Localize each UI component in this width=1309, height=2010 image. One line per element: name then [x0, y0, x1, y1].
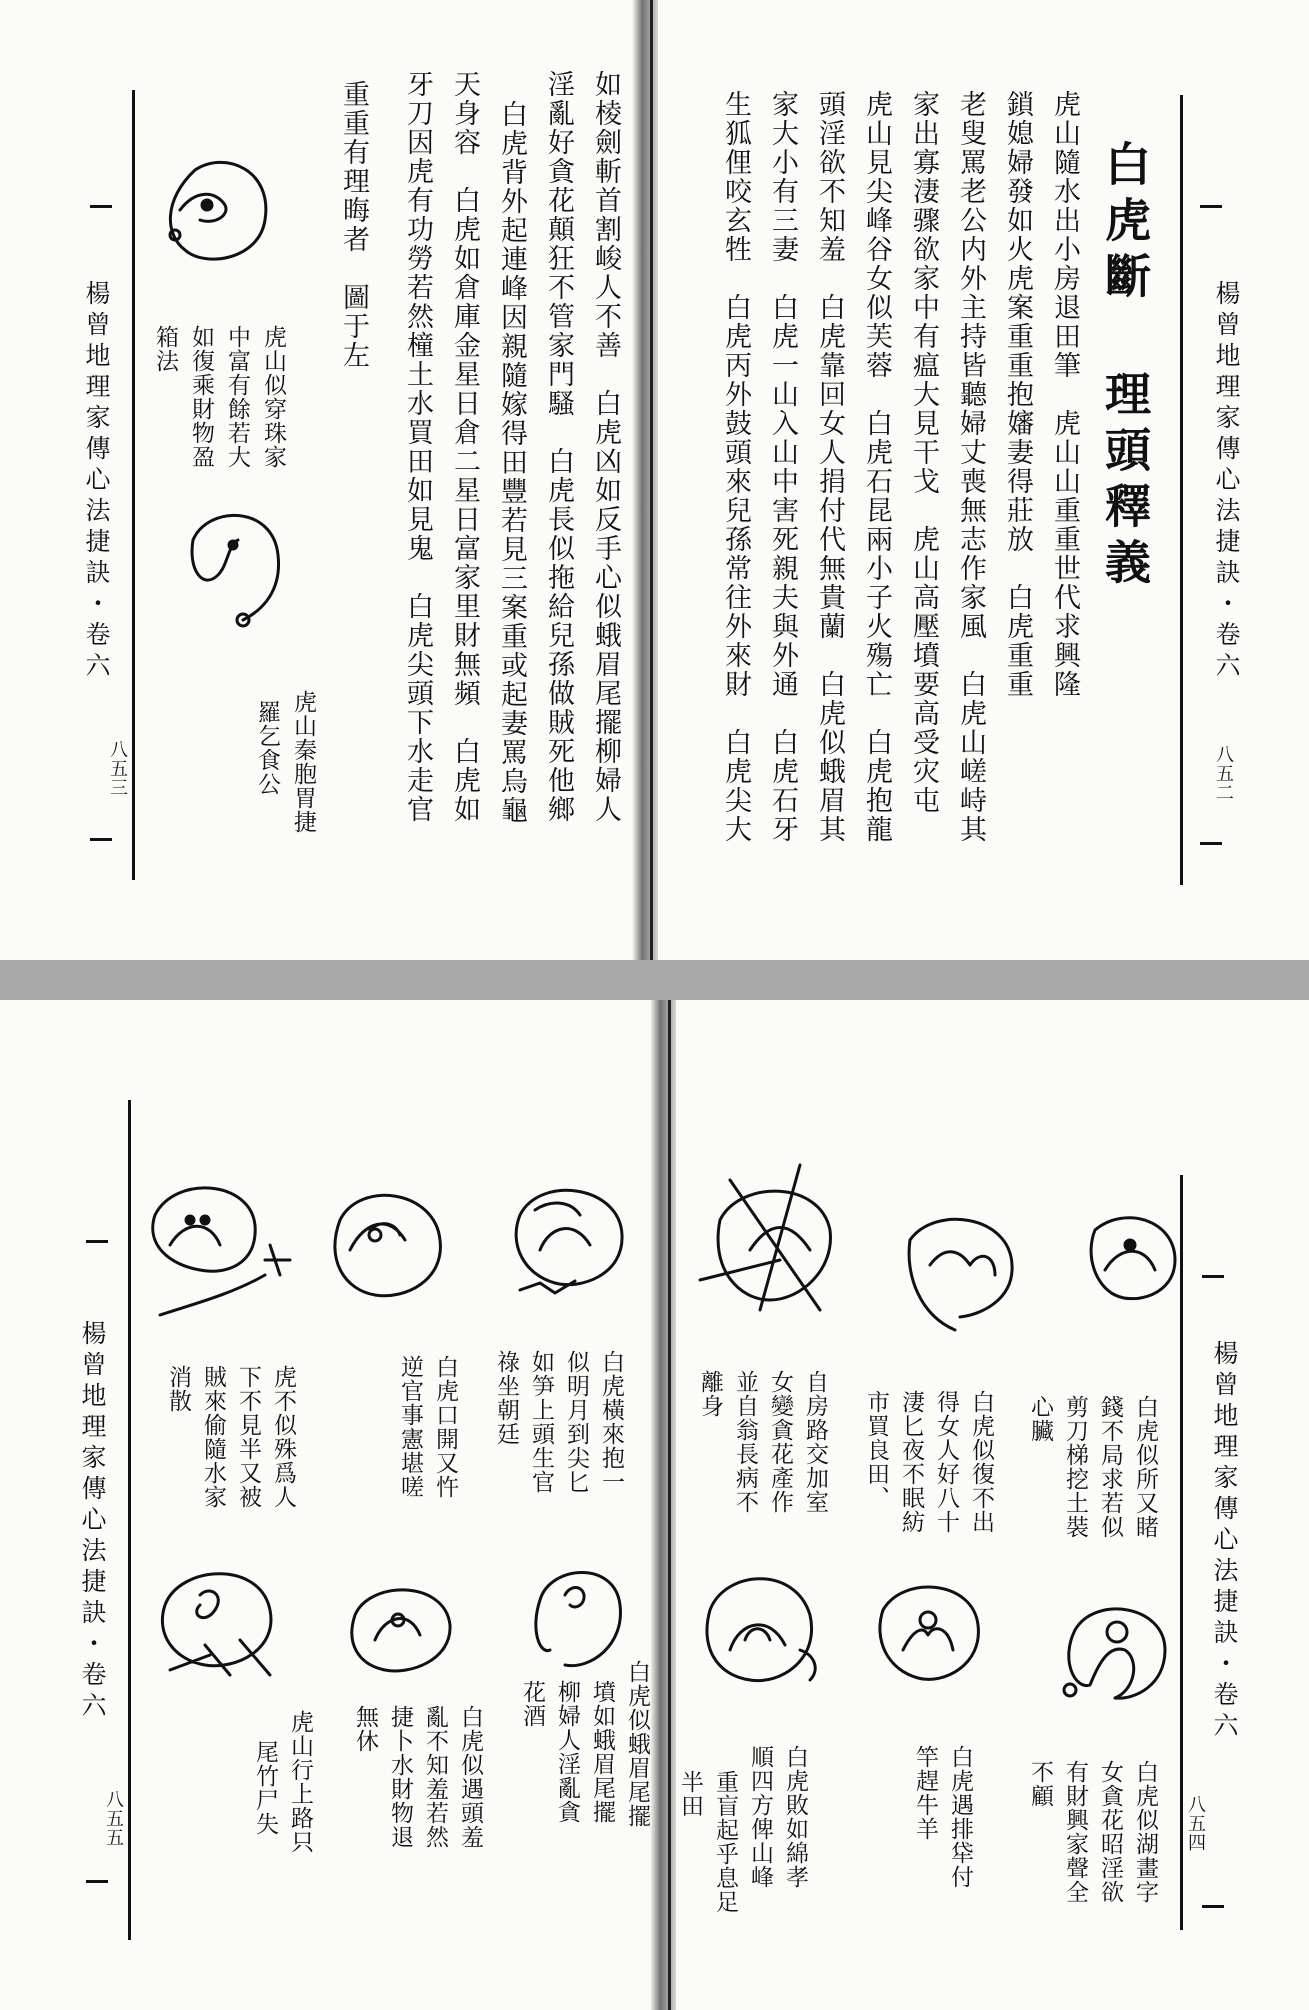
figure-caption: 竿趕牛羊: [912, 1745, 938, 1841]
figure-caption: 虎山秦胞胃捷: [290, 690, 316, 834]
figure-caption: 如復乘財物盈: [188, 325, 214, 469]
figure-caption: 如笋上頭生官: [528, 1350, 554, 1494]
figure-caption: 箱法: [152, 325, 178, 373]
white-tiger-mountain-sketch-icon: [690, 1560, 820, 1690]
gutter-shadow: [632, 0, 658, 960]
text-column: 虎山見尖峰谷女似芙蓉 白虎石昆兩小子火殤亡 白虎抱龍: [861, 90, 892, 844]
white-tiger-mountain-sketch-icon: [1055, 1590, 1175, 1710]
white-tiger-mountain-sketch-icon: [155, 150, 275, 270]
figure-caption: 剪刀梯挖土裝: [1062, 1395, 1088, 1539]
figure-caption: 白虎似復不出: [968, 1390, 994, 1534]
white-tiger-mountain-sketch-icon: [520, 1555, 630, 1675]
white-tiger-mountain-sketch-icon: [320, 1180, 450, 1310]
figure-caption: 淒匕夜不眠紡: [898, 1390, 924, 1534]
figure-caption: 墳如蛾眉尾擺: [589, 1680, 615, 1824]
white-tiger-mountain-sketch-icon: [900, 1205, 1020, 1335]
rule-tick: [90, 838, 112, 841]
figure-caption: 賊來偷隨水家: [200, 1365, 226, 1509]
figure-caption: 無休: [352, 1705, 378, 1753]
figure-caption: 似明月到尖匕: [563, 1350, 589, 1494]
rule-tick: [86, 1880, 108, 1883]
figure-caption: 市買良田、: [863, 1390, 889, 1510]
white-tiger-mountain-sketch-icon: [340, 1570, 460, 1680]
figure-caption: 不顧: [1027, 1760, 1053, 1808]
figure-caption: 消散: [165, 1365, 191, 1413]
page-rule: [1180, 95, 1183, 885]
text-column: 虎山隨水出小房退田筆 虎山山重重世代求興隆: [1049, 90, 1080, 699]
figure-caption: 白虎橫來抱一: [598, 1350, 624, 1494]
rule-tick: [86, 1240, 108, 1243]
page-number: 八五三: [107, 740, 128, 797]
white-tiger-mountain-sketch-icon: [130, 1165, 300, 1335]
figure-caption: 白虎似湖畫字: [1132, 1760, 1158, 1904]
text-column: 頭淫欲不知羞 白虎靠回女人捐付代無貴蘭 白虎似蛾眉其: [814, 90, 845, 844]
running-head: 楊曾地理家傳心法捷訣・卷六: [1212, 280, 1241, 683]
page-number: 八五四: [1185, 1795, 1206, 1852]
running-head: 楊曾地理家傳心法捷訣・卷六: [1210, 1340, 1239, 1743]
rule-tick: [1200, 842, 1222, 845]
figure-caption: 逆官事憲堪嗟: [397, 1355, 423, 1499]
figure-caption: 得女人好八十: [933, 1390, 959, 1534]
section-title: 白虎斷: [1098, 140, 1152, 308]
figure-caption: 白虎敗如綿孝: [782, 1745, 808, 1889]
figure-caption: 女變貪花產作: [767, 1370, 793, 1514]
page-number: 八五五: [103, 1790, 124, 1847]
top-spread: [0, 0, 1309, 960]
figure-caption: 白虎似遇頭羞: [457, 1705, 483, 1849]
page-rule: [132, 90, 135, 880]
figure-caption: 虎山似穿珠家: [260, 325, 286, 469]
text-column: 老叟罵老公内外主持皆聽婦丈喪無志作家風 白虎山嵯峙其: [955, 90, 986, 844]
white-tiger-mountain-sketch-icon: [178, 500, 288, 630]
figure-caption: 白虎遇排牮付: [947, 1745, 973, 1889]
rule-tick: [1200, 205, 1222, 208]
figure-caption: 尾竹尸失: [252, 1740, 278, 1836]
figure-caption: 捷卜水財物退: [387, 1705, 413, 1849]
text-column: 淫亂好貪花顛狂不管家門騷 白虎長似拖給兒孫做賊死他鄉: [543, 70, 574, 824]
figure-caption: 亂不知羞若然: [422, 1705, 448, 1849]
gutter-edge: [650, 0, 653, 960]
white-tiger-mountain-sketch-icon: [1075, 1200, 1185, 1310]
figure-caption: 下不見半又被: [235, 1365, 261, 1509]
text-column: 白虎背外起連峰因親隨嫁得田豐若見三案重或起妻罵烏龜: [496, 100, 527, 825]
figure-caption: 女貪花昭淫欲: [1097, 1760, 1123, 1904]
rule-tick: [90, 205, 112, 208]
figure-caption: 祿坐朝廷: [493, 1350, 519, 1446]
figure-caption: 白虎似蛾眉尾擺: [624, 1660, 650, 1828]
rule-tick: [1202, 1275, 1224, 1278]
figure-caption: 並自翁長病不: [732, 1370, 758, 1514]
figure-caption: 重盲起乎息足: [712, 1770, 738, 1914]
rule-tick: [1202, 1905, 1224, 1908]
figure-caption: 花酒: [519, 1680, 545, 1728]
white-tiger-mountain-sketch-icon: [150, 1555, 290, 1685]
gutter-shadow: [650, 1000, 676, 2010]
text-column: 重重有理晦者 圖于左: [338, 80, 369, 370]
figure-caption: 半田: [677, 1770, 703, 1818]
figure-caption: 離身: [697, 1370, 723, 1418]
text-column: 天身容 白虎如倉庫金星日倉二星日富家里財無頻 白虎如: [449, 70, 480, 824]
running-head: 楊曾地理家傳心法捷訣・卷六: [82, 280, 111, 683]
figure-caption: 虎山行上路只: [287, 1710, 313, 1854]
figure-caption: 錢不局求若似: [1097, 1395, 1123, 1539]
white-tiger-mountain-sketch-icon: [868, 1570, 988, 1690]
running-head: 楊曾地理家傳心法捷訣・卷六: [78, 1320, 107, 1723]
text-column: 家出寡淒骤欲家中有瘟大見干戈 虎山高壓墳要高受灾屯: [908, 90, 939, 815]
text-column: 如棱劍斬首割峻人不善 白虎凶如反手心似蛾眉尾擺柳婦人: [590, 70, 621, 824]
figure-caption: 有財興家聲全: [1062, 1760, 1088, 1904]
figure-caption: 中富有餘若大: [224, 325, 250, 469]
scan-divider: [0, 960, 1309, 1000]
figure-caption: 白虎似所又睹: [1132, 1395, 1158, 1539]
bottom-spread: [0, 1000, 1309, 2010]
figure-caption: 柳婦人淫亂貪: [554, 1680, 580, 1824]
section-title-sub: 理頭釋義: [1098, 370, 1152, 594]
text-column: 牙刀因虎有功勞若然橦土水買田如見鬼 白虎尖頭下水走官: [402, 70, 433, 824]
figure-caption: 心臟: [1027, 1395, 1053, 1443]
page-number: 八五二: [1213, 745, 1234, 802]
figure-caption: 自房路交加室: [802, 1370, 828, 1514]
figure-caption: 順四方俾山峰: [747, 1745, 773, 1889]
white-tiger-mountain-sketch-icon: [700, 1160, 850, 1320]
text-column: 生狐俚咬玄牲 白虎丙外鼓頭來兒孫常往外來財 白虎尖大: [720, 90, 751, 844]
white-tiger-mountain-sketch-icon: [500, 1175, 630, 1295]
figure-caption: 羅乞食公: [254, 700, 280, 796]
text-column: 鎖媳婦發如火虎案重重抱嬸妻得莊放 白虎重重: [1002, 90, 1033, 699]
figure-caption: 虎不似殊爲人: [270, 1365, 296, 1509]
text-column: 家大小有三妻 白虎一山入山中害死親夫與外通 白虎石牙: [767, 90, 798, 844]
figure-caption: 白虎口開又忤: [432, 1355, 458, 1499]
gutter-edge: [668, 1000, 671, 2010]
